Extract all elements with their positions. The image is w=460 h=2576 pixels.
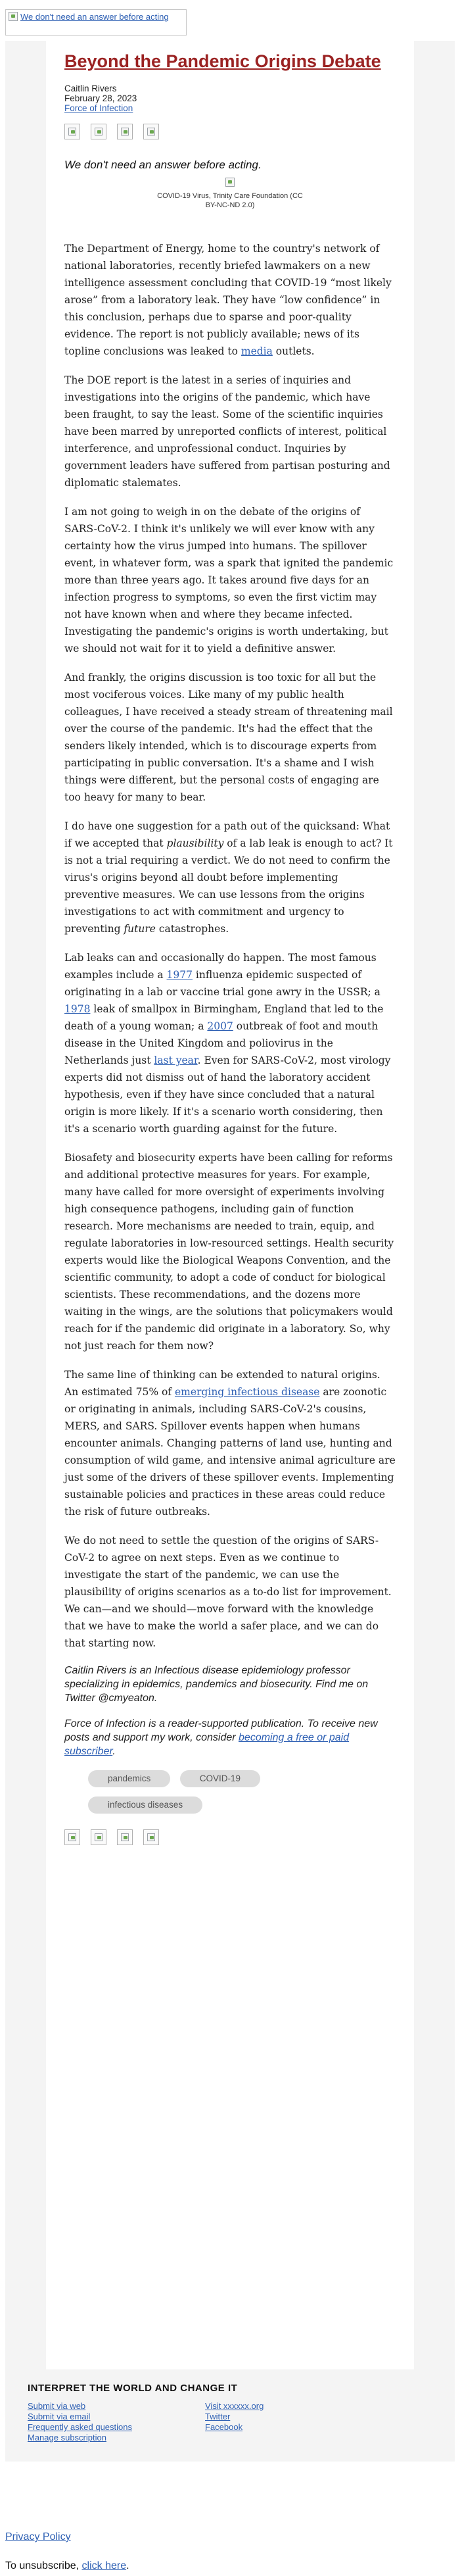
figure-caption: COVID-19 Virus, Trinity Care Foundation (CC BY-NC-ND 2.0) [157, 192, 303, 209]
broken-image-icon [68, 1833, 76, 1841]
broken-image-icon [121, 128, 129, 136]
broken-image-icon [9, 12, 18, 21]
unsubscribe-link[interactable]: click here [81, 2560, 127, 2571]
paragraph-text: . Even for SARS-CoV-2, most virology experts did not dismiss out of hand the laboratory accident hypothesis, even if they have since concluded that a natural origin is more likely. If it's a scenario worth considering, then it's a scenario worth guarding against for the future. [64, 1054, 391, 1135]
share-buttons-top [64, 124, 396, 139]
emphasis: future [124, 923, 156, 935]
unsubscribe-text: To unsubscribe, [5, 2560, 82, 2571]
paragraph: We do not need to settle the question of the origins of SARS-CoV-2 to agree on next steps. Even as we continue to investigate the start of the pandemic, we can use the plausibility of origins scenarios as a to-do list for improvement. We can—and we should—move forward with the knowledge that we have to make the world a safer place, and we can do that starting now. [64, 1535, 392, 1649]
paragraph-text: leak of smallpox in Birmingham, England that led to the death of a young woman; a [64, 1003, 384, 1032]
paragraph: Biosafety and biosecurity experts have been calling for reforms and additional protective measures for years. For example, many have called for more oversight of experiments involving high consequence pathogens, including gain of function research. More mechanisms are needed to train, equip, and regulate laboratories in low-resourced settings. Health security experts would like the Biological Weapons Convention, and the scientific community, to adopt a code of conduct for biological scientists. These recommendations, and the dozens more waiting in the wings, are the solutions that policymakers would reach for if the pandemic did originate in a laboratory. So, why not just reach for them now? [64, 1152, 394, 1352]
publication-link[interactable]: Force of Infection [64, 103, 133, 113]
post-card [46, 41, 414, 2369]
facebook-link[interactable]: Facebook [205, 2422, 243, 2432]
broken-image-icon [95, 128, 103, 136]
submit-via-web-link[interactable]: Submit via web [28, 2401, 86, 2411]
broken-image-icon [147, 1833, 155, 1841]
paragraph [64, 1366, 396, 1520]
paragraph-text: Force of Infection is a reader-supported publication. To receive new posts and support my work, consider [64, 1718, 378, 1743]
paragraph: And frankly, the origins discussion is too toxic for all but the most vociferous voices. Like many of my public health colleagues, I have received a steady stream of threatening mail over the course of the pandemic. It's had the effect that the senders likely intended, which is to discourage experts from participating in public conversation. It's a shame and I wish things were different, but the personal costs of engaging are too heavy for many to bear. [64, 672, 393, 803]
paragraph-text: outlets. [272, 345, 315, 357]
paragraph-text: catastrophes. [155, 923, 229, 935]
broken-image-icon [147, 128, 155, 136]
header-banner-image-link[interactable] [5, 9, 187, 36]
share-button-2[interactable] [91, 124, 106, 139]
paragraph-text: influenza epidemic suspected of originating in a lab or vaccine trial gone awry in the USSR; a [64, 969, 380, 998]
emerging-infectious-disease-link[interactable]: emerging infectious disease [174, 1386, 320, 1398]
paragraph-text: are zoonotic or originating in animals, including SARS-CoV-2's cousins, MERS, and SARS. Spillover events happen when humans encounter animals. Changing patterns of land use, hunting and consumption of wild game, and intensive animal agriculture are just some of the drivers of these spillover events. Implementing sustainable policies and practices in these areas could reduce the risk of future outbreaks. [64, 1386, 396, 1518]
media-link[interactable]: media [241, 345, 273, 357]
post-date: February 28, 2023 [64, 93, 137, 103]
emphasis: plausibility [166, 837, 224, 849]
author-bio: Caitlin Rivers is an Infectious disease epidemiology professor specializing in epidemics, pandemics and biosecurity. Find me on Twitter @cmyeaton. [64, 1665, 369, 1704]
faq-link[interactable]: Frequently asked questions [28, 2422, 132, 2432]
email-outer-container [5, 41, 455, 2462]
link-1977[interactable]: 1977 [166, 969, 193, 981]
paragraph-text: I do have one suggestion for a path out of the quicksand: What if we accepted that [64, 820, 390, 849]
tag-infectious-diseases[interactable]: infectious diseases [88, 1796, 202, 1814]
paragraph-text: outbreak of foot and mouth disease in the United Kingdom and poliovirus in the Netherlands just [64, 1020, 379, 1066]
share-button-2[interactable] [91, 1829, 106, 1845]
unsubscribe-line [5, 2560, 129, 2572]
share-button-4[interactable] [143, 1829, 159, 1845]
footer-left-column [28, 2401, 192, 2443]
header-image-alt-text: We don't need an answer before acting [20, 12, 169, 22]
link-1978[interactable]: 1978 [64, 1003, 91, 1015]
broken-image-icon [68, 128, 76, 136]
paragraph: The DOE report is the latest in a series of inquiries and investigations into the origins of the pandemic, which have been fraught, to say the least. Some of the scientific inquiries have been marred by unreported conflicts of interest, political interference, and unprofessional conduct. Inquiries by government leaders have suffered from partisan posturing and diplomatic stalemates. [64, 374, 390, 489]
share-button-3[interactable] [117, 124, 133, 139]
paragraph: I am not going to weigh in on the debate of the origins of SARS-CoV-2. I think it's unlikely we will ever know with any certainty how the virus jumped into humans. The spillover event, in whatever form, was a spark that ignited the pandemic more than three years ago. It takes around five days for an infection progress to symptoms, so even the first victim may not have known when and where they became infected. Investigating the pandemic's origins is worth undertaking, but we should not wait for it to yield a definitive answer. [64, 506, 394, 655]
post-content [64, 50, 396, 1845]
tag-list [64, 1770, 396, 1823]
manage-subscription-link[interactable]: Manage subscription [28, 2433, 106, 2442]
footer-right-column [205, 2401, 369, 2443]
paragraph [64, 949, 396, 1137]
post-title[interactable]: Beyond the Pandemic Origins Debate [64, 51, 381, 71]
share-buttons-bottom [64, 1829, 396, 1845]
tag-covid-19[interactable]: COVID-19 [180, 1770, 260, 1787]
link-last-year[interactable]: last year [154, 1054, 198, 1066]
byline [64, 84, 396, 113]
footer-links [28, 2401, 369, 2443]
submit-via-email-link[interactable]: Submit via email [28, 2412, 91, 2421]
broken-image-icon [95, 1833, 103, 1841]
paragraph-text: The Department of Energy, home to the country's network of national laboratories, recently briefed lawmakers on a new intelligence assessment concluding that COVID-19 “most likely arose” from a laboratory leak. They have “low confidence” in this conclusion, perhaps due to sparse and poor-quality evidence. The report is not publicly available; news of its topline conclusions was leaked to [64, 243, 392, 357]
support-note [64, 1717, 396, 1758]
twitter-link[interactable]: Twitter [205, 2412, 231, 2421]
figure [64, 178, 396, 210]
broken-image-icon [225, 178, 235, 187]
paragraph-text: . [112, 1746, 116, 1757]
link-2007[interactable]: 2007 [207, 1020, 233, 1032]
subscribe-link[interactable]: becoming a free or paid subscriber [64, 1732, 350, 1757]
share-button-4[interactable] [143, 124, 159, 139]
privacy-policy-link[interactable]: Privacy Policy [5, 2531, 71, 2542]
footer-title: INTERPRET THE WORLD AND CHANGE IT [28, 2383, 238, 2394]
paragraph-text: Lab leaks can and occasionally do happen. The most famous examples include a [64, 952, 377, 981]
paragraph-text: The same line of thinking can be extended to natural origins. An estimated 75% of [64, 1369, 380, 1398]
share-button-3[interactable] [117, 1829, 133, 1845]
broken-image-icon [121, 1833, 129, 1841]
visit-website-link[interactable]: Visit xxxxxx.org [205, 2401, 264, 2411]
share-button-1[interactable] [64, 124, 80, 139]
share-button-1[interactable] [64, 1829, 80, 1845]
paragraph-text: of a lab leak is enough to act? It is not a trial requiring a verdict. We do not need to confirm the virus's origins beyond all doubt before implementing preventive measures. We can use lessons from the origins investigations to act with commitment and urgency to preventing [64, 837, 393, 935]
article-body [64, 240, 396, 1758]
unsubscribe-text: . [126, 2560, 129, 2571]
paragraph [64, 818, 396, 937]
paragraph [64, 240, 396, 360]
author-name: Caitlin Rivers [64, 84, 117, 93]
post-subtitle: We don't need an answer before acting. [64, 159, 262, 171]
tag-pandemics[interactable]: pandemics [88, 1770, 170, 1787]
